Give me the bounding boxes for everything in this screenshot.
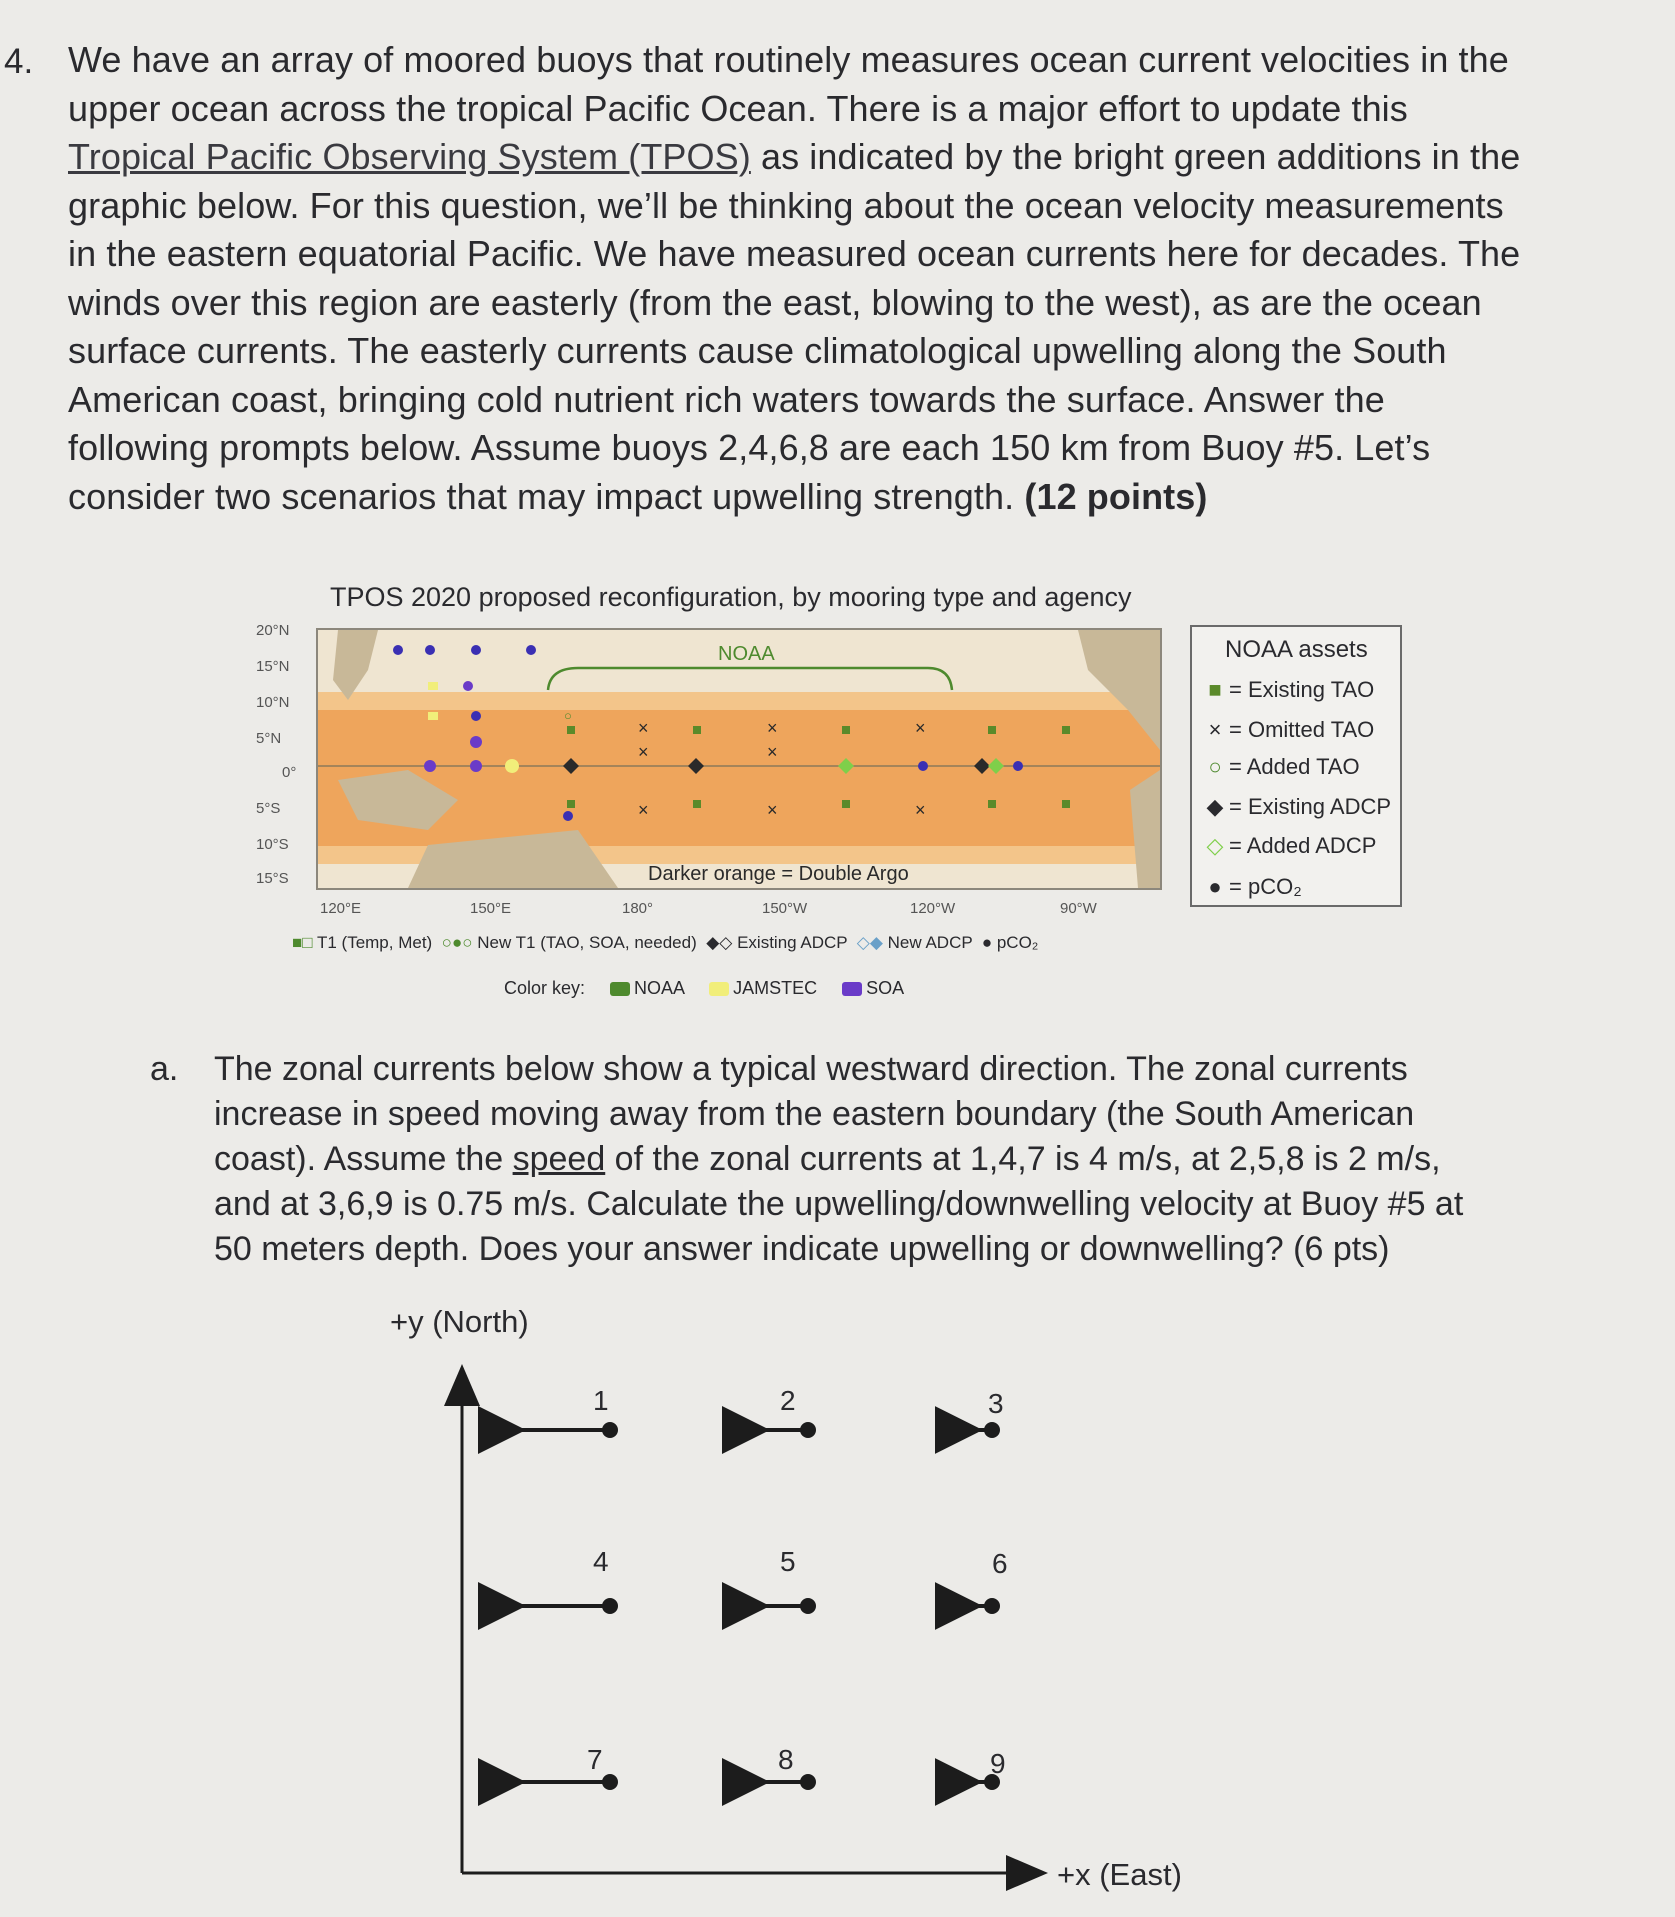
buoy-8-current — [762, 1774, 816, 1790]
lat-label: 15°S — [256, 870, 289, 887]
buoy-5-current — [762, 1598, 816, 1614]
buoy-dot — [602, 1422, 618, 1438]
lat-label: 0° — [282, 764, 297, 781]
omitted-tao-marker: × — [767, 742, 778, 762]
figure-title: TPOS 2020 proposed reconfiguration, by mooring type and agency — [330, 582, 1132, 612]
q-line: graphic below. For this question, we’ll be thinking about the ocean velocity measurements — [68, 184, 1504, 226]
t1-icon: ■□ — [292, 933, 313, 952]
q-line: winds over this region are easterly (from the east, blowing to the west), as are the ocean — [68, 281, 1482, 323]
buoy-label: 8 — [778, 1744, 794, 1775]
lat-label: 20°N — [256, 622, 290, 639]
omitted-tao-marker: × — [767, 718, 778, 738]
band-note: Darker orange = Double Argo — [648, 863, 909, 885]
buoy-1-current — [518, 1422, 618, 1438]
lon-label: 180° — [622, 900, 654, 917]
lat-label: 10°N — [256, 694, 290, 711]
buoy-dot — [800, 1774, 816, 1790]
buoy-dot — [984, 1422, 1000, 1438]
q-line: American coast, bringing cold nutrient rich waters towards the surface. Answer the — [68, 378, 1385, 420]
q-line: in the eastern equatorial Pacific. We have measured ocean currents here for decades. The — [68, 233, 1521, 274]
noaa-region-label: NOAA — [718, 643, 775, 665]
omitted-tao-marker: × — [915, 800, 926, 820]
buoy-dot — [602, 1774, 618, 1790]
buoy-7-current — [518, 1774, 618, 1790]
lat-label: 5°N — [256, 730, 282, 747]
q-line: consider two scenarios that may impact upwelling strength. (12 points) — [68, 475, 1208, 517]
buoy-dot — [602, 1598, 618, 1614]
buoy-2-current — [762, 1422, 816, 1438]
y-axis-label: +y (North) — [390, 1304, 529, 1339]
q-line: upper ocean across the tropical Pacific Ocean. There is a major effort to update this — [68, 87, 1408, 129]
omitted-tao-marker: × — [638, 742, 649, 762]
added-adcp-icon: ◇ — [1206, 833, 1224, 858]
figure-caption: ■□ T1 (Temp, Met) ○●○ New T1 (TAO, SOA, needed) ◆◇ Existing ADCP ◇◆ New ADCP ● pCO₂ — [292, 933, 1039, 952]
lat-label: 10°S — [256, 836, 289, 853]
q-line: surface currents. The easterly currents cause climatological upwelling along the South — [68, 330, 1447, 371]
buoy-dot — [800, 1598, 816, 1614]
existing-adcp-caption-icon: ◆◇ — [706, 933, 733, 952]
lon-label: 120°E — [320, 900, 362, 917]
pco2-icon: ● — [1208, 874, 1222, 899]
buoy-label: 7 — [587, 1744, 603, 1775]
legend-item: ■ = Existing TAO — [1205, 677, 1374, 703]
buoy-label: 9 — [990, 1748, 1006, 1779]
buoy-label: 2 — [780, 1385, 796, 1416]
part-a-text: The zonal currents below show a typical westward direction. The zonal currents increase in speed moving away from the eastern boundary (the South American coast). Assume the speed of the zonal currents at 1,4,7 is 4 m/s, at 2,5,8 is 2 m/s, and at 3,6,9 is 0.75 m/s. Calculate the upwelling/downwelling velocity at Buoy #5 at 50 meters depth. Does your answer indicate upwelling or downwelling? (6 pts) — [214, 1050, 1464, 1268]
lon-label: 150°W — [762, 900, 808, 917]
buoy-label: 4 — [593, 1546, 609, 1577]
lat-label: 5°S — [256, 800, 281, 817]
q-line: Tropical Pacific Observing System (TPOS) as indicated by the bright green additions in the — [68, 136, 1521, 177]
color-key: Color key: NOAA JAMSTEC SOA — [504, 978, 905, 998]
tpos-link[interactable]: Tropical Pacific Observing System (TPOS) — [68, 136, 751, 177]
q-line: We have an array of moored buoys that routinely measures ocean current velocities in the — [68, 39, 1509, 80]
pco2-caption-icon: ● — [981, 933, 993, 952]
legend-item: × = Omitted TAO — [1205, 717, 1374, 743]
buoy-dot — [984, 1598, 1000, 1614]
lon-label: 90°W — [1060, 900, 1097, 917]
buoy-6-current — [975, 1598, 1000, 1614]
buoy-4-current — [518, 1598, 618, 1614]
lon-label: 120°W — [910, 900, 956, 917]
lon-label: 150°E — [470, 900, 512, 917]
omitted-tao-marker: × — [915, 718, 926, 738]
new-t1-icon: ○●○ — [441, 933, 473, 952]
buoy-label: 3 — [988, 1388, 1004, 1419]
question-number: 4. — [4, 42, 34, 81]
lat-label: 15°N — [256, 658, 290, 675]
new-adcp-caption-icon: ◇◆ — [856, 933, 883, 952]
buoy-dot — [800, 1422, 816, 1438]
legend-title: NOAA assets — [1225, 636, 1368, 663]
legend-item: ● = pCO₂ — [1205, 874, 1302, 900]
legend-item: ◇ = Added ADCP — [1206, 833, 1377, 858]
x-axis-label: +x (East) — [1057, 1857, 1182, 1892]
buoy-label: 1 — [593, 1385, 609, 1416]
omitted-tao-icon: × — [1208, 717, 1222, 742]
buoy-label: 5 — [780, 1546, 796, 1577]
part-a-label: a. — [150, 1050, 179, 1088]
buoy-label: 6 — [992, 1548, 1008, 1579]
omitted-tao-marker: × — [638, 718, 649, 738]
omitted-tao-marker: × — [638, 800, 649, 820]
added-tao-icon: ○ — [1208, 754, 1222, 779]
current-arrows — [518, 1422, 1000, 1790]
existing-adcp-icon: ◆ — [1206, 794, 1224, 819]
legend-item: ○ = Added TAO — [1205, 754, 1360, 780]
buoy-3-current — [975, 1422, 1000, 1438]
q-line: following prompts below. Assume buoys 2,4,6,8 are each 150 km from Buoy #5. Let’s — [68, 427, 1431, 468]
omitted-tao-marker: × — [767, 800, 778, 820]
existing-tao-icon: ■ — [1208, 677, 1222, 702]
added-tao-marker: ○ — [564, 708, 572, 723]
legend-item: ◆ = Existing ADCP — [1206, 794, 1392, 819]
points-label: (12 points) — [1024, 475, 1208, 517]
